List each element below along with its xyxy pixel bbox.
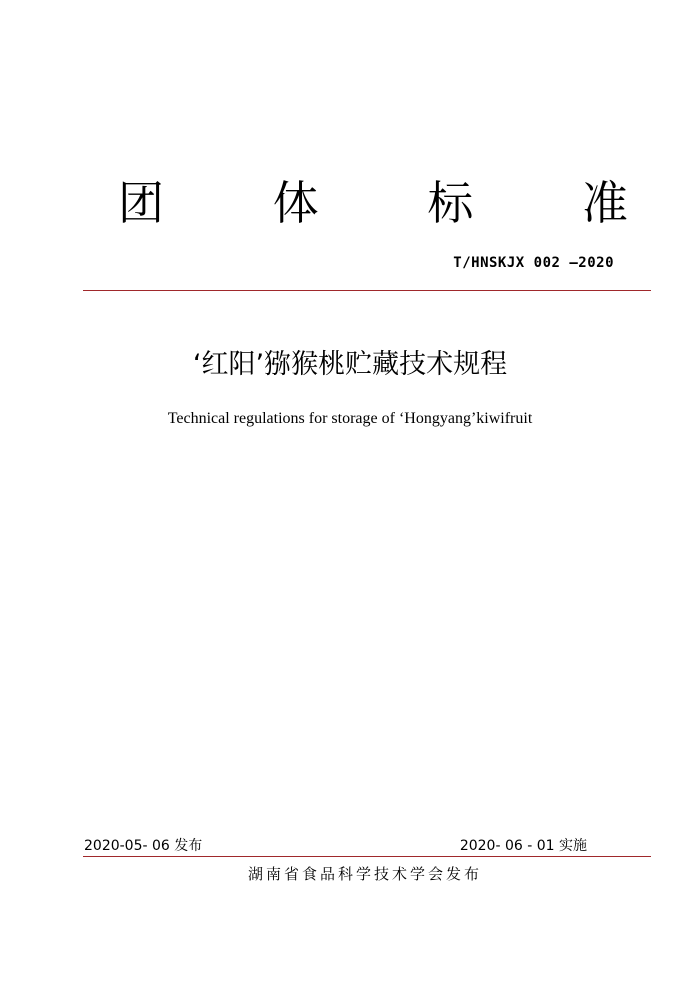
document-title-en: Technical regulations for storage of ‘Hongyang’kiwifruit [167,410,533,427]
document-title-cn: ‘红阳’猕猴桃贮藏技术规程 [192,349,508,380]
standard-type-heading [118,170,628,236]
standard-type-char-1: 团 [118,176,164,230]
standard-type-char-4: 准 [581,176,628,230]
bottom-divider [83,856,651,857]
standard-type-char-2: 体 [272,176,319,230]
issue-date: 2020-05- 06 发布 [84,838,203,854]
implementation-date: 2020- 06 - 01 实施 [459,838,587,854]
standard-number: T/HNSKJX 002 —2020 [453,255,614,271]
top-divider [83,290,651,291]
standard-type-char-3: 标 [427,176,474,230]
issuing-organization: 湖南省食品科学技术学会发布 [247,865,482,883]
